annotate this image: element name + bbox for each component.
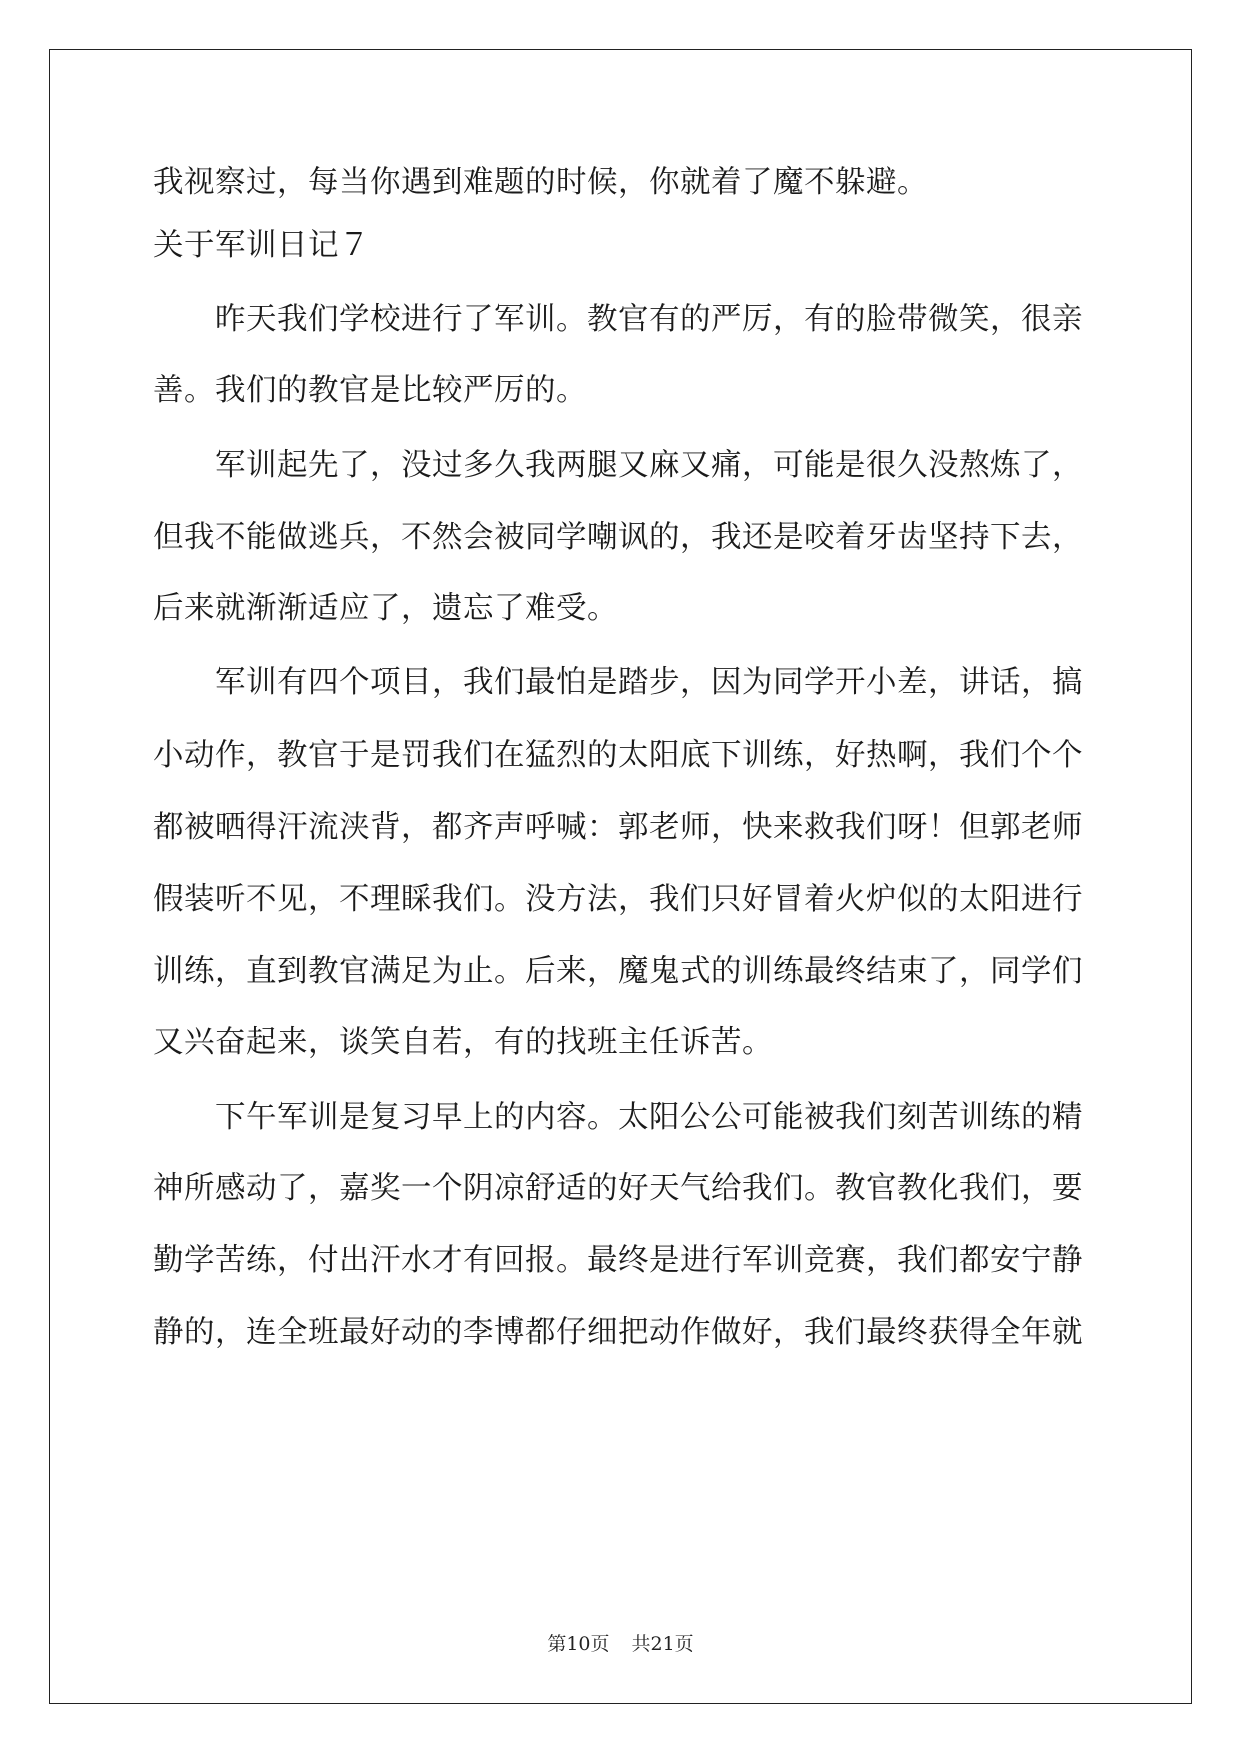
text-line: 假装听不见，不理睬我们。没方法，我们只好冒着火炉似的太阳进行 <box>153 882 1083 917</box>
text-line: 训练，直到教官满足为止。后来，魔鬼式的训练最终结束了，同学们 <box>153 954 1083 989</box>
text-line: 又兴奋起来，谈笑自若，有的找班主任诉苦。 <box>153 1025 773 1060</box>
page-number-total: 共21页 <box>631 1633 694 1655</box>
text-line: 军训有四个项目，我们最怕是踏步，因为同学开小差，讲话，搞 <box>215 665 1083 700</box>
page-border <box>49 49 1192 1704</box>
text-line: 下午军训是复习早上的内容。太阳公公可能被我们刻苦训练的精 <box>215 1100 1083 1135</box>
text-line: 小动作，教官于是罚我们在猛烈的太阳底下训练，好热啊，我们个个 <box>153 738 1083 773</box>
text-line: 昨天我们学校进行了军训。教官有的严厉，有的脸带微笑，很亲 <box>215 302 1083 337</box>
page-footer <box>0 1632 1241 1656</box>
text-line: 但我不能做逃兵，不然会被同学嘲讽的，我还是咬着牙齿坚持下去， <box>153 520 1083 555</box>
text-line: 我视察过，每当你遇到难题的时候，你就着了魔不躲避。 <box>153 165 928 200</box>
text-line: 都被晒得汗流浃背，都齐声呼喊：郭老师，快来救我们呀！但郭老师 <box>153 810 1083 845</box>
text-line: 后来就渐渐适应了，遗忘了难受。 <box>153 591 618 626</box>
text-line: 善。我们的教官是比较严厉的。 <box>153 373 587 408</box>
text-line: 勤学苦练，付出汗水才有回报。最终是进行军训竞赛，我们都安宁静 <box>153 1243 1083 1278</box>
text-line: 神所感动了，嘉奖一个阴凉舒适的好天气给我们。教官教化我们，要 <box>153 1171 1083 1206</box>
text-line: 静的，连全班最好动的李博都仔细把动作做好，我们最终获得全年就 <box>153 1315 1083 1350</box>
page-number-current: 第10页 <box>547 1633 610 1655</box>
text-line: 军训起先了，没过多久我两腿又麻又痛，可能是很久没熬炼了， <box>215 448 1083 483</box>
section-heading: 关于军训日记７ <box>153 228 370 263</box>
